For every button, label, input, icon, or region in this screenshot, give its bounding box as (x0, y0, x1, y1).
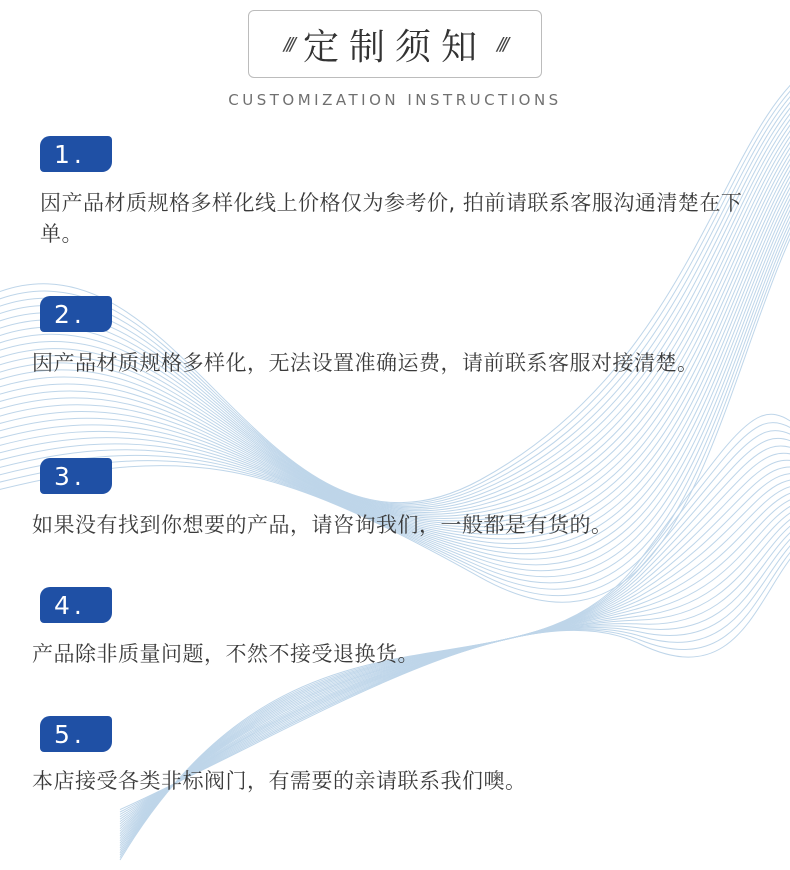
item-text-5: 本店接受各类非标阀门，有需要的亲请联系我们噢。 (32, 769, 527, 793)
item-number-badge-4: 4. (40, 587, 112, 623)
title-decoration-left: /// (283, 33, 293, 55)
wave-line (0, 83, 790, 510)
item-text-1: 因产品材质规格多样化线上价格仅为参考价, 拍前请联系客服沟通清楚在下单。 (40, 191, 743, 246)
page-subtitle: CUSTOMIZATION INSTRUCTIONS (228, 91, 562, 109)
wave-line (0, 60, 790, 503)
item-text-3: 如果没有找到你想要的产品，请咨询我们，一般都是有货的。 (32, 513, 613, 537)
item-number-badge-2: 2. (40, 296, 112, 332)
title-decoration-right: /// (497, 33, 507, 55)
title-box (248, 10, 542, 78)
item-text-4: 产品除非质量问题，不然不接受退换货。 (32, 642, 419, 666)
item-number-badge-5: 5. (40, 716, 112, 752)
wave-line (0, 78, 790, 508)
item-number-badge-3: 3. (40, 458, 112, 494)
item-number-badge-1: 1. (40, 136, 112, 172)
wave-line (0, 96, 790, 514)
wave-line (0, 101, 790, 517)
page-title: 定制须知 (302, 26, 487, 68)
wave-line (0, 74, 790, 507)
wave-line (0, 123, 790, 530)
item-text-2: 因产品材质规格多样化，无法设置准确运费，请前联系客服对接清楚。 (32, 351, 699, 375)
